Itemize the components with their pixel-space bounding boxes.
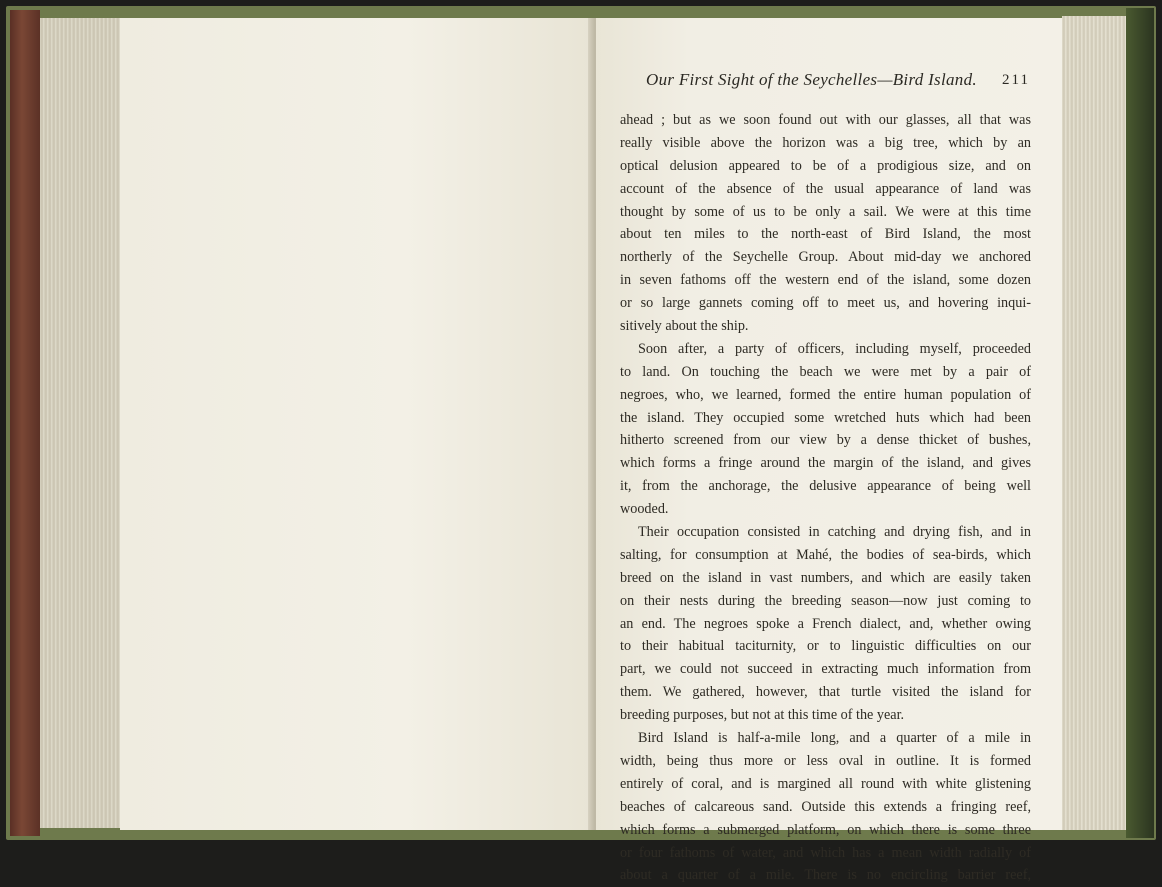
text-line: in seven fathoms off the western end of the island, some dozen — [620, 272, 1031, 289]
text-line: which forms a fringe around the margin of the island, and gives — [620, 455, 1031, 472]
text-line: Bird Island is half-a-mile long, and a quarter of a mile in — [638, 730, 1031, 747]
text-line: breeding purposes, but not at this time of the year. — [620, 707, 905, 724]
body-text — [620, 109, 1031, 884]
text-line: to land. On touching the beach we were met by a pair of — [620, 363, 1031, 380]
text-line: thought by some of us to be only a sail. We were at this time — [620, 203, 1031, 220]
text-line: account of the absence of the usual appearance of land was — [620, 180, 1031, 197]
text-line: hitherto screened from our view by a dense thicket of bushes, — [620, 432, 1031, 449]
running-title: Our First Sight of the Seychelles—Bird Island. — [646, 70, 977, 89]
page-stack-right — [1062, 16, 1126, 830]
text-line: about ten miles to the north-east of Bird Island, the most — [620, 226, 1031, 243]
text-line: on their nests during the breeding season—now just coming to — [620, 592, 1031, 609]
text-line: or so large gannets coming off to meet us, and hovering inqui- — [620, 295, 1031, 312]
text-line: beaches of calcareous sand. Outside this extends a fringing reef, — [620, 798, 1031, 815]
page-stack-left — [40, 18, 122, 828]
text-line: about a quarter of a mile. There is no encircling barrier reef, — [620, 867, 1031, 884]
paragraph — [620, 109, 1031, 338]
text-line: salting, for consumption at Mahé, the bodies of sea-birds, which — [620, 546, 1031, 563]
text-line: or four fathoms of water, and which has a mean width radially of — [620, 844, 1031, 861]
text-line: wooded. — [620, 501, 669, 518]
text-line: ahead ; but as we soon found out with our glasses, all that was — [620, 112, 1031, 128]
text-line: to their habitual taciturnity, or to linguistic difficulties on our — [620, 638, 1031, 655]
text-line: the island. They occupied some wretched huts which had been — [620, 409, 1031, 426]
text-line: northerly of the Seychelle Group. About mid-day we anchored — [620, 249, 1031, 266]
cover-spine-edge-left — [10, 10, 40, 836]
paragraph — [620, 521, 1031, 727]
text-line: width, being thus more or less oval in outline. It is formed — [620, 752, 1031, 769]
text-line: sitively about the ship. — [620, 318, 749, 335]
cover-edge-right — [1126, 8, 1154, 838]
page-number: 211 — [1002, 72, 1030, 88]
left-page-blank — [120, 18, 595, 830]
text-line: breed on the island in vast numbers, and which are easily taken — [620, 569, 1031, 586]
running-head — [620, 70, 1030, 94]
text-line: an end. The negroes spoke a French dialect, and, whether owing — [620, 615, 1031, 632]
text-line: Their occupation consisted in catching and drying fish, and in — [638, 524, 1031, 541]
text-line: entirely of coral, and is margined all round with white glistening — [620, 775, 1031, 792]
text-line: which forms a submerged platform, on which there is some three — [620, 821, 1031, 838]
paragraph — [620, 338, 1031, 521]
text-line: them. We gathered, however, that turtle visited the island for — [620, 684, 1031, 701]
text-line: Soon after, a party of officers, including myself, proceeded — [638, 340, 1031, 357]
text-line: really visible above the horizon was a big tree, which by an — [620, 134, 1031, 151]
text-line: negroes, who, we learned, formed the entire human population of — [620, 386, 1031, 403]
text-line: part, we could not succeed in extracting much information from — [620, 661, 1031, 678]
text-line: it, from the anchorage, the delusive appearance of being well — [620, 478, 1031, 495]
paragraph — [620, 727, 1031, 887]
text-line: optical delusion appeared to be of a prodigious size, and on — [620, 157, 1031, 174]
